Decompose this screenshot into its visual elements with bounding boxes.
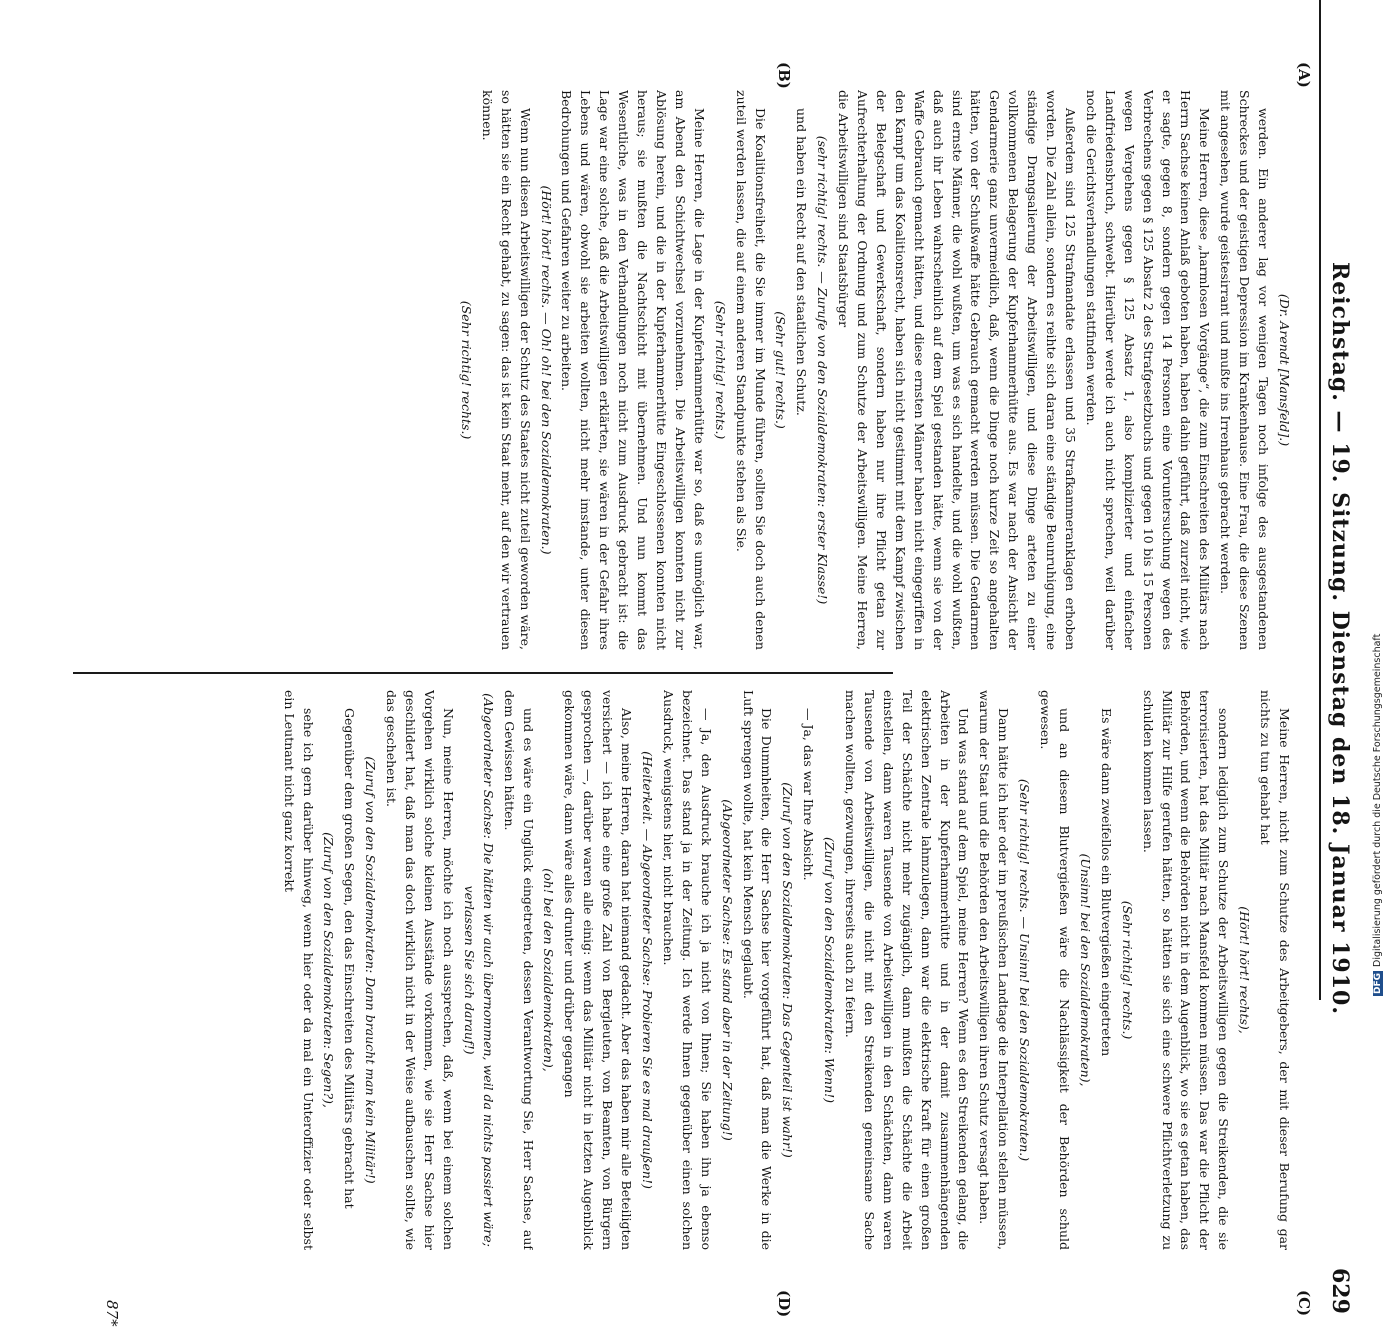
right-column-paragraph: (Hört! hört! rechts), bbox=[1237, 906, 1253, 1034]
left-column-paragraph: Außerdem sind 125 Strafmandate erlassen und 35 Strafkammeranklagen erhoben worden. Die Zahl allein, sondern es reihte sich daran eine ständige Beunruhigung, eine ständige Drangsalierung der Arbeitswilligen, und diese Dinge arteten zu einer vollkommenen Belagerung der Kupferhammerhütte aus. Es war nach der Ansicht der Gendarmerie ganz unvermeidlich, daß, wenn die Dinge noch kurze Zeit so angehalten hätten, von der Schußwaffe hätte Gebrauch gemacht werden müssen. Die Gendarmen sind ernste Männer, die wohl wußten, um was es sich handelte, und die wohl wußten, daß auch ihr Leben wahrscheinlich auf dem Spiel gestanden hätte, wenn sie von der Waffe Gebrauch gemacht hätten, und diese ernsten Männer haben nicht eingegriffen in den Kampf um das Koalitionsrecht, haben sich nicht gestimmt mit dem Kampf zwischen der Belegschaft und Gewerkschaft, sondern haben nur ihre Pflicht getan zur Aufrechterhaltung der Ordnung und zum Schutze der Arbeitswilligen. Meine Herren, die Arbeitswilligen sind Staatsbürger bbox=[836, 90, 1079, 650]
left-column-paragraph: (sehr richtig! rechts. — Zurufe von den Sozialdemokraten: erster Klasse!) bbox=[815, 135, 831, 605]
right-column-paragraph: Also, meine Herren, daran hat niemand gedacht. Aber das haben mir alle Beteiligten versichert — ich habe eine große Zahl von Bergleuten, von Beamten, von Bürgern gesprochen —, darüber waren alle einig: wenn das Militär nicht in letzten Augenblick gekommen wäre, dann wäre alles drunter und drüber gegangen bbox=[562, 690, 635, 1250]
dfg-logo: DFG bbox=[1373, 972, 1383, 994]
right-column-paragraph: — Ja, den Ausdruck brauche ich ja nicht von Ihnen; Sie haben ihn ja ebenso bezeichnet. Das stand ja in der Zeitung. Ich werde Ihnen gegenüber einen solchen Ausdruck, wenigstens hier, nicht brauchen. bbox=[660, 690, 714, 1250]
right-column-paragraph: und es wäre ein Unglück eingetreten, dessen Verantwortung Sie, Herr Sachse, auf dem Gewissen hätten. bbox=[501, 690, 536, 1250]
margin-marker-b: (B) bbox=[775, 62, 793, 89]
right-column-paragraph: (oh! bei den Sozialdemokraten), bbox=[541, 868, 557, 1072]
margin-marker-a: (A) bbox=[1295, 62, 1313, 88]
left-column-paragraph: Wenn nun diesen Arbeitswilligen der Schutz des Staates nicht zuteil geworden wäre, so hätten sie ein Recht gehabt, zu sagen: das ist kein Staat mehr, auf den wir vertrauen können. bbox=[479, 90, 533, 650]
right-column-paragraph: Meine Herren, nicht zum Schutze des Arbeitgebers, der mit dieser Berufung gar nichts zu tun gehabt hat bbox=[1258, 690, 1292, 1250]
left-column-paragraph: (Sehr richtig! rechts.) bbox=[458, 300, 474, 440]
left-column-paragraph: (Sehr richtig! rechts.) bbox=[712, 300, 728, 440]
margin-marker-c: (C) bbox=[1295, 1290, 1313, 1317]
right-column bbox=[23, 690, 1293, 1250]
speaker-tag: (Dr. Arendt [Mansfeld].) bbox=[1277, 293, 1292, 447]
right-column-paragraph: Und was stand auf dem Spiel, meine Herren? Wenn es den Streikenden gelang, die Arbeiten in der Kupferhammerhütte und in der damit zusammenhängenden elektrischen Zentrale lahmzulegen, dann war die elektrische Kraft für einen großen Teil der Schächte nicht mehr zugänglich, dann mußten die Schächte die Arbeit einstellen, dann waren Tausende von Arbeitswilligen in den Schächten, dann waren Tausende von Arbeitswilligen, die nicht mit den Streikenden gemeinsame Sache machen wollten, gezwungen, ihrerseits auch zu feiern. bbox=[843, 690, 972, 1250]
left-column-paragraph: Die Koalitionsfreiheit, die Sie immer im Munde führen, sollten Sie doch auch denen zuteil werden lassen, die auf einem anderen Standpunkte stehen als Sie. bbox=[733, 90, 768, 650]
left-column-paragraph: und haben ein Recht auf den staatlichen Schutz. bbox=[794, 108, 810, 416]
margin-marker-d: (D) bbox=[775, 1290, 793, 1318]
column-divider bbox=[73, 672, 893, 674]
right-column-paragraph: Dann hätte ich hier oder im preußischen Landtage die Interpellation stellen müssen, warum der Staat und die Behörden den Arbeitswilligen ihren Schutz versagt haben. bbox=[977, 690, 1012, 1250]
page-number: 629 bbox=[1327, 1268, 1353, 1314]
right-column-paragraph: Gegenüber dem großen Segen, den das Einschreiten des Militärs gebracht hat bbox=[342, 708, 358, 1209]
right-column-paragraph: (Zuruf von den Sozialdemokraten: Wenn!) bbox=[822, 836, 838, 1104]
right-column-paragraph: sehe ich gern darüber hinweg, wenn hier oder da mal ein Unteroffizier oder selbst ein Leutnant nicht ganz korrekt bbox=[281, 690, 316, 1250]
right-column-paragraph: Es wäre dann zweifellos ein Blutvergießen eingetreten bbox=[1098, 708, 1114, 1057]
left-column bbox=[23, 90, 1293, 650]
left-column-paragraphs bbox=[456, 90, 1272, 650]
sheet-signature: 87* bbox=[103, 1300, 121, 1327]
left-column-paragraph: (Hört! hört! rechts. — Oh! oh! bei den Sozialdemokraten.) bbox=[538, 185, 554, 555]
right-column-paragraph: (Sehr richtig! rechts.) bbox=[1119, 900, 1135, 1040]
right-column-paragraph: (Unsinn! bei den Sozialdemokraten), bbox=[1077, 853, 1093, 1087]
left-column-paragraph: (Sehr gut! rechts.) bbox=[773, 311, 789, 429]
digitization-credit-text: Digitalisierung gefördert durch die Deutsche Forschungsgemeinschaft bbox=[1372, 633, 1383, 967]
right-column-paragraph: (Zuruf von den Sozialdemokraten: Das Gegenteil ist wahr!) bbox=[780, 782, 796, 1158]
right-column-paragraph: (Zuruf von den Sozialdemokraten: Segen?), bbox=[321, 832, 337, 1108]
header-title: Reichstag. — 19. Sitzung. Dienstag den 18. Januar 1910. bbox=[1327, 262, 1353, 1016]
right-column-paragraph: (Zuruf von den Sozialdemokraten: Dann braucht man kein Militär!) bbox=[363, 756, 379, 1184]
right-column-paragraph: sondern lediglich zum Schutze der Arbeitswilligen gegen die Streikenden, die sie terrorisierten, hat das Militär nach Mansfeld kommen müssen. Das war die Pflicht der Behörden, und wenn die Behörden nicht in dem Augenblick, wo sie es getan haben, das Militär zur Hilfe gerufen hätten, so hätten sie sich eine schwere Pflichtverletzung zu schulden kommen lassen. bbox=[1140, 690, 1232, 1250]
left-column-paragraph: werden. Ein anderer lag vor wenigen Tagen noch infolge des ausgestandenen Schreckes und der geistigen Depression im Krankenhause. Eine Frau, die diese Szenen mit angesehen, wurde geistesirrant und mußte ins Irrenhaus gebracht werden. bbox=[1218, 90, 1272, 650]
right-column-paragraph: (Abgeordneter Sachse: Die hätten wir auch übernommen, weil da nichts passiert wäre; verlassen Sie sich darauf!) bbox=[461, 693, 496, 1247]
right-column-paragraph: Nun, meine Herren, möchte ich noch aussprechen, daß, wenn bei einem solchen Vorgehen wirklich solche kleinen Ausstände vorkommen, wie sie Herr Sachse hier geschildert hat, daß man das doch wirklich nicht in der Weise aufbauschen sollte, wie das geschehen ist. bbox=[384, 690, 456, 1250]
right-column-paragraph: und an diesem Blutvergießen wäre die Nachlässigkeit der Behörden schuld gewesen. bbox=[1038, 690, 1073, 1250]
right-column-paragraph: (Sehr richtig! rechts. — Unsinn! bei den Sozialdemokraten.) bbox=[1017, 778, 1033, 1162]
page-header bbox=[1319, 0, 1355, 1314]
right-column-paragraph: (Abgeordneter Sachse: Es stand aber in der Zeitung!) bbox=[719, 799, 735, 1141]
right-column-paragraph: Die Dummheiten, die Herr Sachse hier vorgeführt hat, daß man die Werke in die Luft sprengen wollte, hat kein Mensch geglaubt. bbox=[740, 690, 775, 1250]
left-column-paragraph: Meine Herren, die Lage in der Kupferhammerhütte war so, daß es unmöglich war, am Abend den Schichtwechsel vorzunehmen. Die Arbeitswilligen konnten nicht zur Ablösung herein, und die in der Kupferhammerhütte Eingeschlossenen konnten nicht heraus; sie mußten die Nachtschicht mit übernehmen. Und nun kommt das Wesentliche, was in den Verhandlungen noch nicht zum Ausdruck gebracht ist: die Lage war eine solche, daß die Arbeitswilligen erklärten, sie wären in der Gefahr ihres Lebens und wären, obwohl sie arbeiten wollten, nicht mehr imstande, unter diesen Bedrohungen und Gefahren weiter zu arbeiten. bbox=[559, 90, 707, 650]
right-column-paragraph: — Ja, das war Ihre Absicht. bbox=[801, 708, 817, 881]
right-column-paragraph: (Heiterkeit. — Abgeordneter Sachse: Probieren Sie es mal draußen!) bbox=[640, 751, 655, 1189]
left-column-paragraph: Meine Herren, diese „harmlosen Vorgänge“, die zum Einschreiten des Militärs nach Herrn Sachse keinen Anlaß geboten haben, haben dahin geführt, daß zurzeit nicht, wie er sagte, gegen 8, sondern gegen 14 Personen eine Voruntersuchung wegen des Verbrechens gegen § 125 Absatz 2 des Strafgesetzbuchs und gegen 10 bis 15 Personen wegen Vergehens gegen § 125 Absatz 1, also komplizierter und einfacher Landfriedensbruch, schwebt. Hierüber werde ich auch nicht sprechen, weil darüber noch die Gerichtsverhandlungen stattfinden werden. bbox=[1083, 90, 1213, 650]
right-column-paragraphs bbox=[279, 690, 1293, 1250]
digitization-credit bbox=[1372, 16, 1383, 996]
